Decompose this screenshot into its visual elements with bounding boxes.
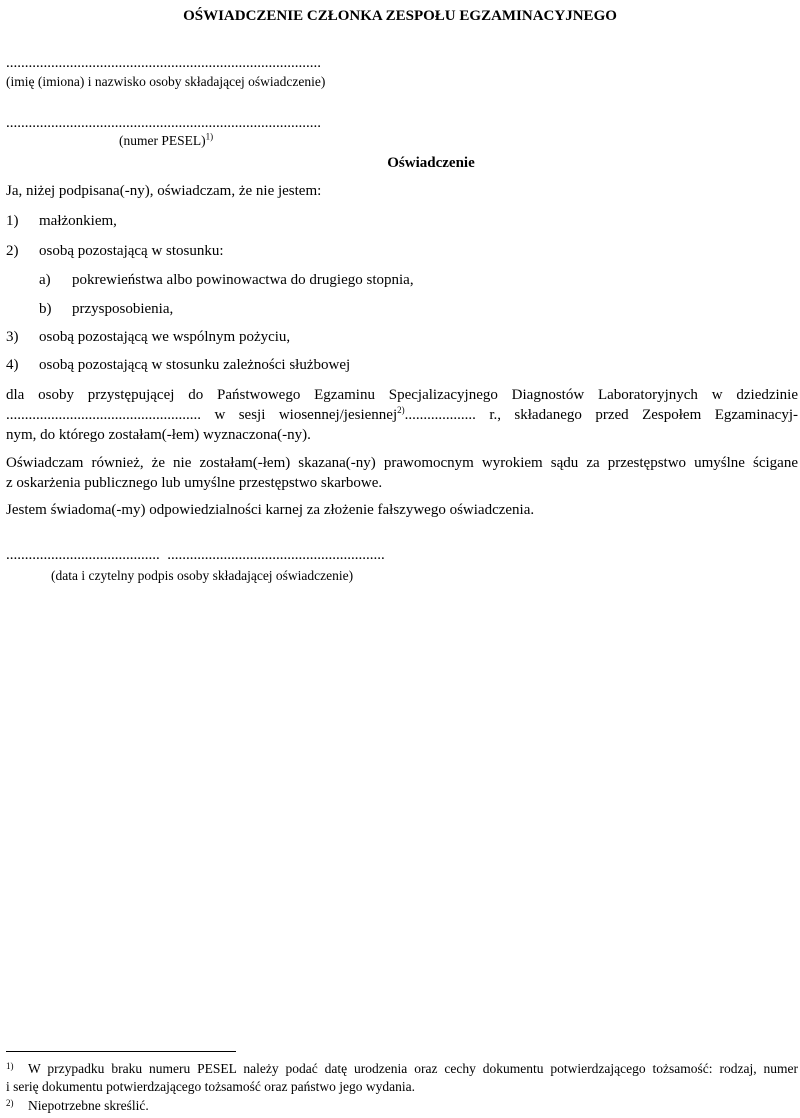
name-field-caption: (imię (imiona) i nazwisko osoby składającej oświadczenie) [6, 74, 326, 89]
section-heading: Oświadczenie [387, 155, 475, 171]
signature-field-dots: .......................................................... [167, 547, 385, 563]
footnote-separator [6, 1051, 236, 1052]
paragraph-conviction [6, 453, 798, 493]
document-title: OŚWIADCZENIE CZŁONKA ZESPOŁU EGZAMINACYJNEGO [183, 8, 617, 24]
list-item-text: osobą pozostającą we wspólnym pożyciu, [39, 329, 291, 345]
footnote-1 [6, 1060, 798, 1096]
name-field-dots: .................................................................................... [6, 55, 321, 71]
list-item-text: osobą pozostającą w stosunku: [39, 243, 224, 259]
list-item-number: 4) [6, 357, 19, 373]
list-item [6, 241, 224, 261]
footnote-ref-2: 2) [397, 405, 405, 415]
list-item-number: a) [39, 272, 51, 288]
list-item-text: przysposobienia, [72, 301, 174, 317]
footnote-mark: 2) [6, 1098, 14, 1108]
footnote-ref-1: 1) [205, 131, 214, 142]
list-item [6, 211, 117, 231]
intro-text: Ja, niżej podpisana(-ny), oświadczam, że nie jestem: [6, 183, 322, 199]
list-item [6, 327, 290, 347]
paragraph-responsibility: Jestem świadoma(-my) odpowiedzialności karnej za złożenie fałszywego oświadczenia. [6, 502, 535, 518]
footnote-2 [6, 1097, 798, 1115]
pesel-field-caption: (numer PESEL)$^{1)}$ [119, 131, 214, 148]
signature-caption: (data i czytelny podpis osoby składającej oświadczenie) [51, 568, 354, 583]
list-item [6, 355, 350, 375]
paragraph-line: .................................................... w sesji wiosennej/jesiennej$^{2)}$................... r., składanego przed Zespołem Egzaminacyj- [6, 405, 798, 423]
list-subitem [39, 299, 173, 319]
list-item-text: osobą pozostającą w stosunku zależności służbowej [39, 357, 351, 373]
list-item-number: 3) [6, 329, 19, 345]
list-subitem [39, 270, 414, 290]
footnote-text-line: W przypadku braku numeru PESEL należy podać datę urodzenia oraz cechy dokumentu potwierdzającego tożsamość: rodzaj, numer [28, 1061, 798, 1076]
paragraph-line: z oskarżenia publicznego lub umyślne przestępstwo skarbowe. [6, 475, 383, 491]
list-item-number: b) [39, 301, 52, 317]
pesel-field-dots: .................................................................................... [6, 115, 321, 131]
list-item-text: pokrewieństwa albo powinowactwa do drugiego stopnia, [72, 272, 414, 288]
paragraph-line: Oświadczam również, że nie zostałam(-łem) skazana(-ny) prawomocnym wyrokiem sądu za przestępstwo umyślne ścigane [6, 455, 798, 471]
footnote-mark: 1) [6, 1061, 14, 1071]
list-item-number: 1) [6, 213, 19, 229]
list-item-number: 2) [6, 243, 19, 259]
footnote-text-line: Niepotrzebne skreślić. [28, 1098, 149, 1113]
signature-row [6, 545, 385, 565]
list-item-text: małżonkiem, [39, 213, 117, 229]
date-field-dots: ......................................... [6, 547, 160, 563]
paragraph-line: dla osoby przystępującej do Państwowego Egzaminu Specjalizacyjnego Diagnostów Laboratoryjnych w dziedzinie [6, 387, 798, 403]
paragraph-line: nym, do którego zostałam(-łem) wyznaczona(-ny). [6, 427, 311, 443]
footnote-text-line: i serię dokumentu potwierdzającego tożsamość oraz państwo jego wydania. [6, 1079, 415, 1094]
paragraph-exam [6, 385, 798, 445]
